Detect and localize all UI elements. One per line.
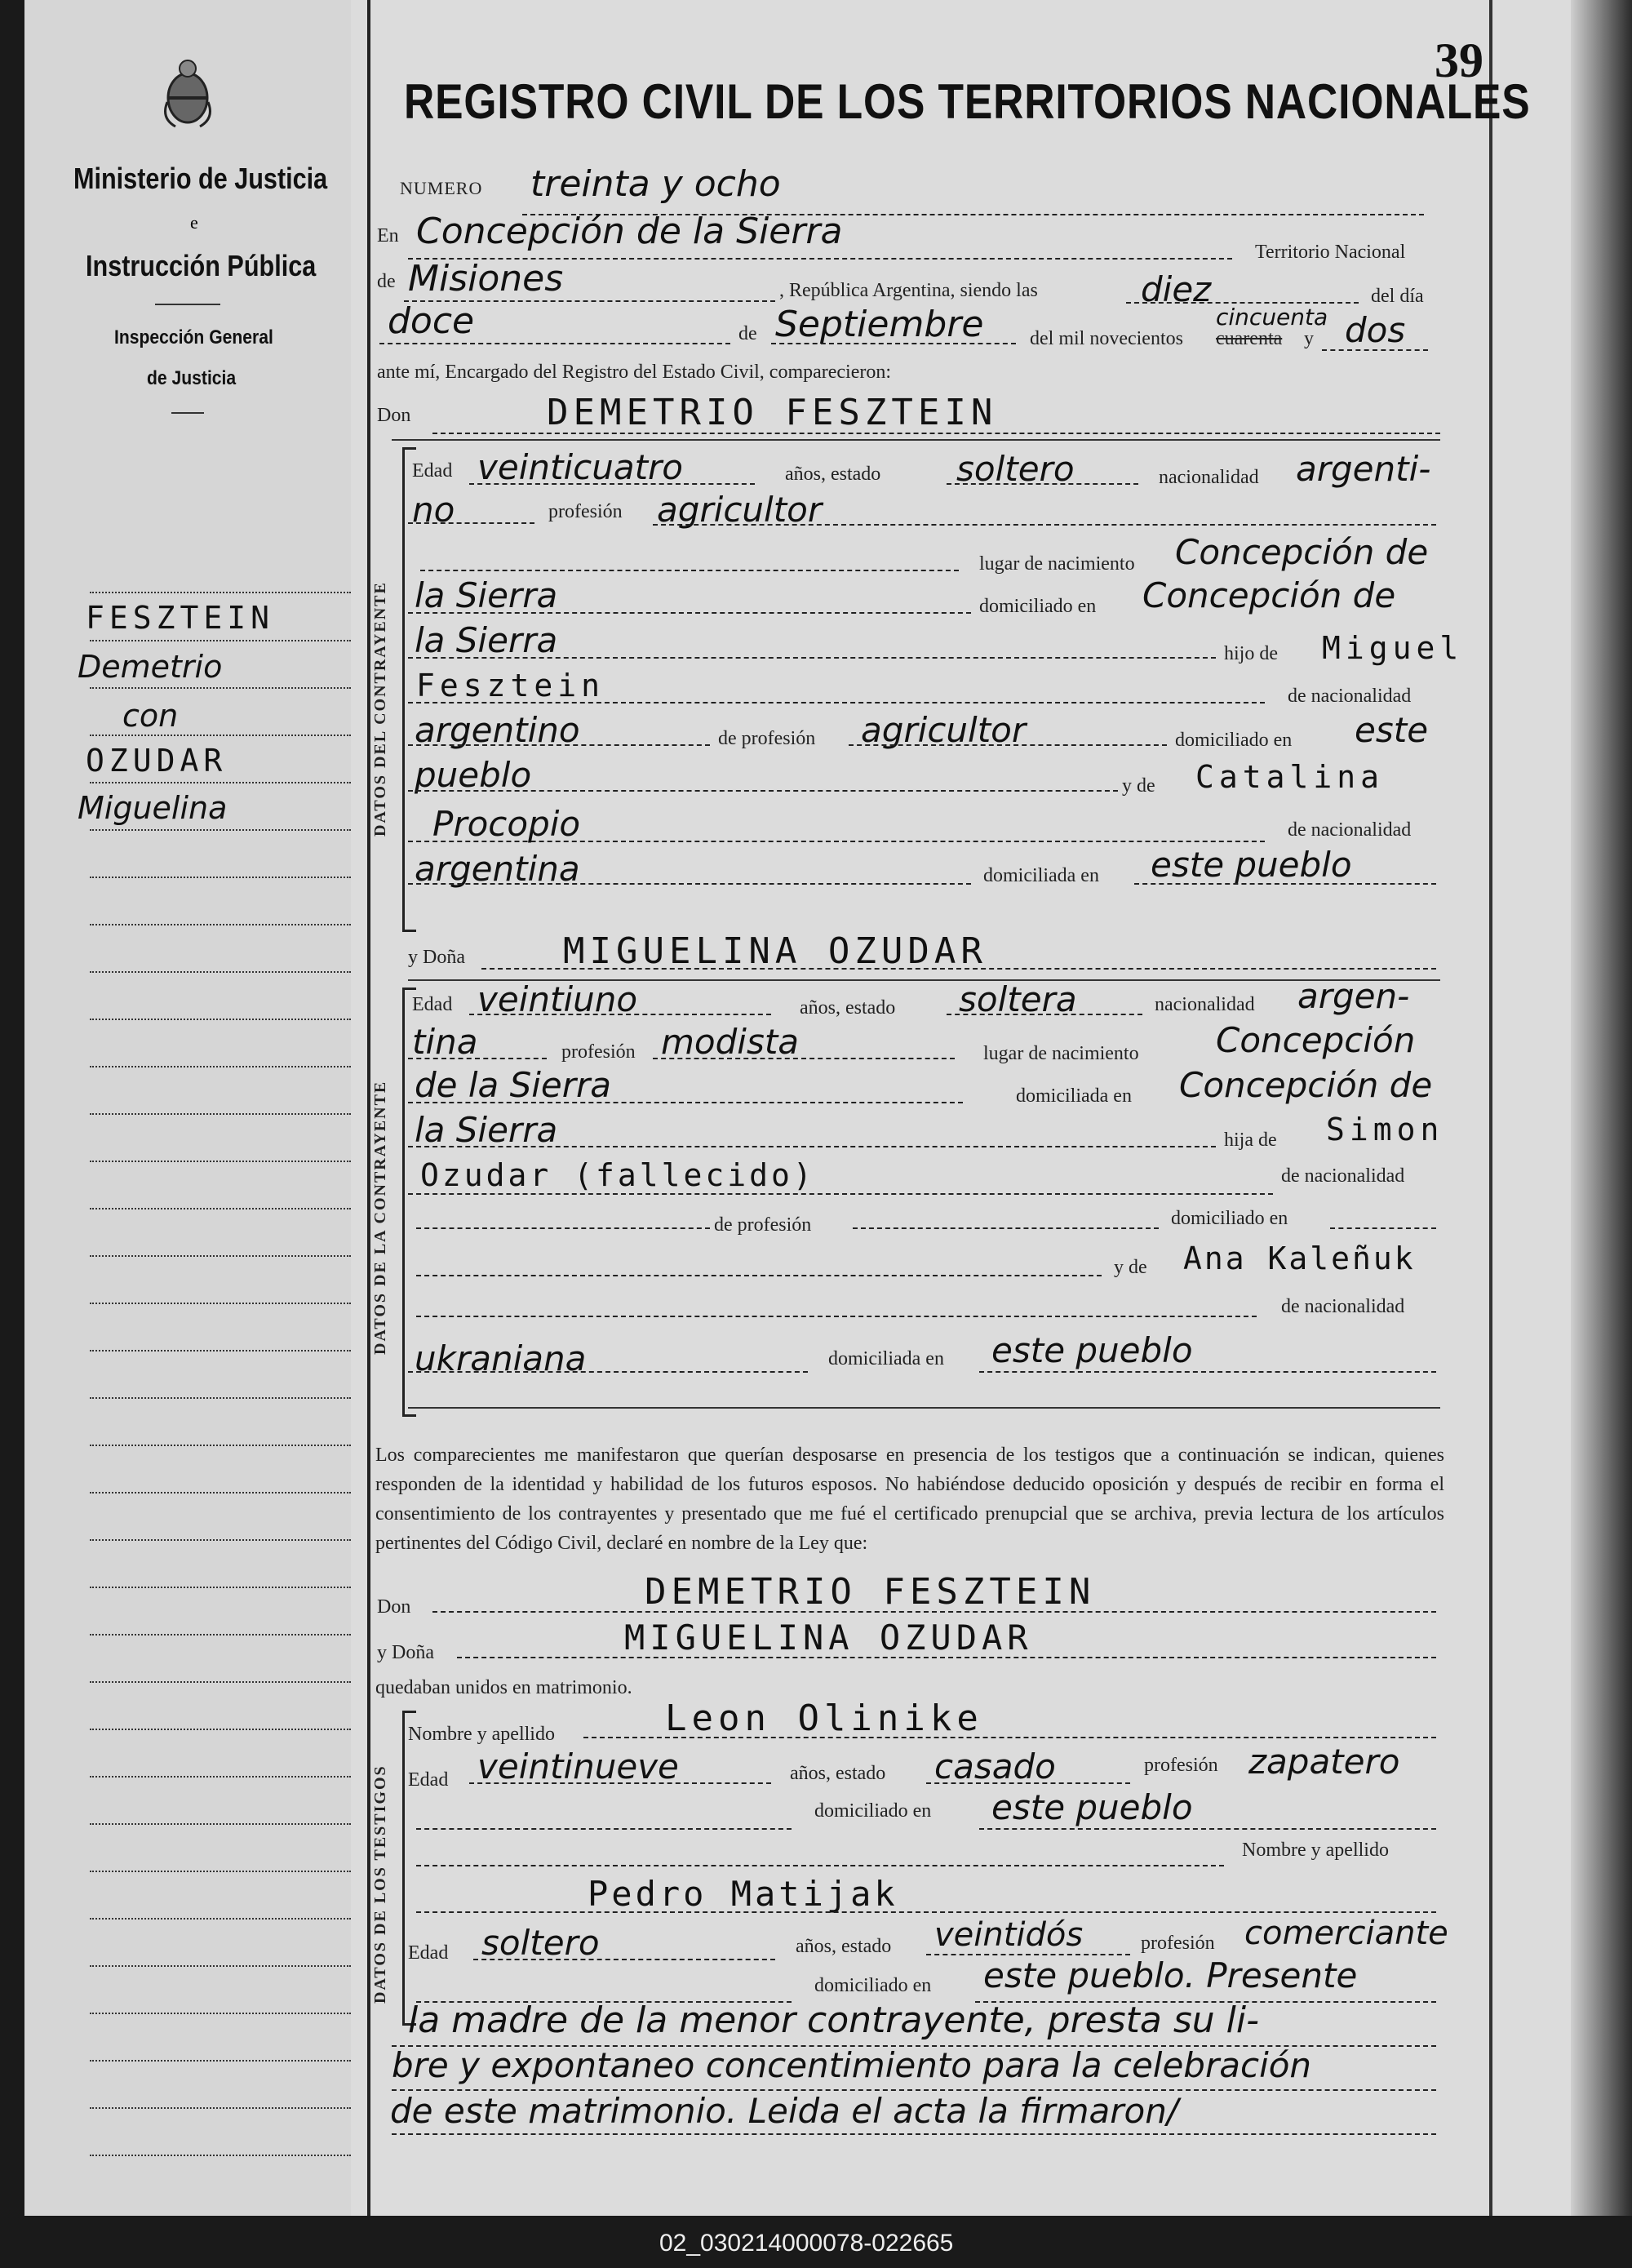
bride-de-nacionalidad-label-2: de nacionalidad	[1281, 1296, 1405, 1317]
hour-value: diez	[1141, 269, 1212, 309]
bride-father-a: Simon	[1326, 1112, 1444, 1147]
w1-nombre-label: Nombre y apellido	[408, 1724, 555, 1745]
ministry-conj: e	[190, 212, 198, 233]
bride-father-b: Ozudar (fallecido)	[420, 1157, 815, 1193]
groom-domicilio-a: Concepción de	[1142, 575, 1396, 615]
witness-section-label: DATOS DE LOS TESTIGOS	[371, 1764, 389, 2004]
groom-father-nat: argentino	[415, 710, 580, 750]
ante-mi-text: ante mí, Encargado del Registro del Estado Civil, comparecieron:	[377, 362, 892, 383]
bride-dona-label: y Doña	[408, 947, 465, 968]
bride-lugar-a: Concepción	[1216, 1020, 1416, 1060]
groom-de-profesion-label: de profesión	[718, 728, 816, 749]
groom-lugar-b: la Sierra	[415, 575, 558, 615]
bride-lugar-label: lugar de nacimiento	[983, 1043, 1139, 1064]
note-line-2: bre y expontaneo concentimiento para la celebración	[392, 2045, 1312, 2085]
mil-label: del mil novecientos	[1030, 328, 1183, 349]
bride-name: MIGUELINA OZUDAR	[563, 930, 987, 972]
margin-note-bride-name: Miguelina	[78, 790, 228, 826]
bride-domicilio-b: la Sierra	[415, 1110, 558, 1150]
groom-domiciliado-en-label: domiciliado en	[1175, 730, 1293, 751]
w1-estado: casado	[934, 1746, 1056, 1786]
w2-prof: comerciante	[1244, 1915, 1448, 1952]
groom-father-prof: agricultor	[861, 710, 1027, 750]
decl-don-label: Don	[377, 1596, 411, 1618]
groom-edad: veinticuatro	[477, 447, 683, 487]
divider	[171, 412, 204, 414]
decl-dona-label: y Doña	[377, 1642, 434, 1663]
bride-anos-label: años, estado	[800, 997, 896, 1019]
numero-label: NUMERO	[400, 178, 483, 198]
groom-anos-label: años, estado	[785, 464, 881, 485]
margin-note-name: Demetrio	[78, 649, 223, 685]
bride-nacionalidad-a: argen-	[1297, 976, 1410, 1016]
numero-value: treinta y ocho	[530, 163, 781, 205]
bride-section-label: DATOS DE LA CONTRAYENTE	[371, 1080, 389, 1355]
w1-profesion-label: profesión	[1144, 1755, 1218, 1776]
groom-de-nacionalidad-label-2: de nacionalidad	[1288, 819, 1412, 841]
decade-value: cincuenta	[1216, 304, 1328, 331]
groom-nacionalidad-label: nacionalidad	[1159, 467, 1259, 488]
groom-mother-a: Catalina	[1195, 759, 1385, 795]
w1-prof: zapatero	[1248, 1742, 1400, 1782]
w2-name: Pedro Matijak	[588, 1874, 898, 1914]
groom-profesion: agricultor	[657, 490, 823, 530]
w1-name: Leon Olinike	[665, 1698, 983, 1739]
footer-id: 02_030214000078-022665	[659, 2230, 954, 2257]
territorio-label: Territorio Nacional	[1255, 242, 1406, 263]
groom-father-dom-a: este	[1355, 710, 1429, 750]
bride-lugar-b: de la Sierra	[415, 1065, 612, 1105]
office-line1: Inspección General	[114, 326, 273, 348]
republica-label: , República Argentina, siendo las	[779, 280, 1038, 301]
groom-section-label: DATOS DEL CONTRAYENTE	[371, 581, 389, 837]
de-label: de	[377, 271, 396, 292]
w1-domiciliado-label: domiciliado en	[814, 1800, 932, 1822]
bride-estado: soltera	[959, 979, 1077, 1019]
decl-groom-name: DEMETRIO FESZTEIN	[645, 1571, 1096, 1613]
groom-lugar-a: Concepción de	[1175, 532, 1429, 572]
bride-mother-nat: ukraniana	[415, 1338, 587, 1378]
groom-domiciliado-label: domiciliado en	[979, 596, 1097, 617]
en-label: En	[377, 225, 399, 246]
note-line-3: de este matrimonio. Leida el acta la firmaron/	[390, 2091, 1179, 2131]
w2-dom: este pueblo. Presente	[983, 1955, 1358, 1995]
groom-nacionalidad-a: argenti-	[1296, 449, 1431, 489]
groom-domicilio-b: la Sierra	[415, 620, 558, 660]
bride-nacionalidad-label: nacionalidad	[1155, 994, 1255, 1015]
witness-bracket	[402, 1711, 416, 2026]
margin-note-con: con	[122, 698, 179, 734]
bride-domicilio-a: Concepción de	[1179, 1065, 1433, 1105]
w1-edad-label: Edad	[408, 1769, 449, 1791]
binding-edge	[1571, 0, 1632, 2216]
w2-estado: veintidós	[934, 1916, 1084, 1954]
column-separator	[367, 0, 370, 2216]
bride-profesion-label: profesión	[561, 1041, 636, 1063]
margin-note-surname: FESZTEIN	[86, 600, 275, 636]
groom-y-de-label: y de	[1122, 775, 1155, 797]
bride-hija-label: hija de	[1224, 1130, 1277, 1151]
groom-edad-label: Edad	[412, 460, 453, 482]
w1-edad: veintinueve	[477, 1746, 679, 1786]
day-value: doce	[388, 300, 475, 342]
bride-nacionalidad-b: tina	[412, 1022, 478, 1062]
w1-dom: este pueblo	[991, 1787, 1193, 1827]
groom-father-dom-b: pueblo	[415, 755, 532, 795]
place-value: Concepción de la Sierra	[416, 211, 843, 252]
groom-mother-dom: este pueblo	[1151, 845, 1352, 885]
bride-y-de-label: y de	[1114, 1257, 1147, 1278]
groom-mother-nat: argentina	[415, 849, 580, 889]
w2-domiciliado-label: domiciliado en	[814, 1975, 932, 1996]
groom-name: DEMETRIO FESZTEIN	[547, 392, 998, 433]
bride-domiciliado-en-label: domiciliado en	[1171, 1208, 1288, 1229]
page-edge	[1489, 0, 1492, 2216]
groom-estado: soltero	[956, 449, 1075, 489]
divider	[155, 304, 220, 305]
bride-mother-dom: este pueblo	[991, 1330, 1193, 1370]
don-label: Don	[377, 405, 411, 426]
del-dia-label: del día	[1371, 286, 1424, 307]
groom-profesion-label: profesión	[548, 501, 623, 522]
office-line2: de Justicia	[147, 367, 237, 389]
folio-number: 39	[1435, 33, 1483, 87]
note-line-1: la madre de la menor contrayente, presta su li-	[408, 1999, 1259, 2041]
ministry-line1: Ministerio de Justicia	[73, 162, 328, 195]
groom-hijo-label: hijo de	[1224, 643, 1278, 664]
bride-edad: veintiuno	[477, 979, 638, 1019]
united-text: quedaban unidos en matrimonio.	[375, 1677, 632, 1698]
groom-mother-b: Procopio	[432, 804, 581, 844]
bride-profesion: modista	[661, 1022, 800, 1062]
w2-edad-label: Edad	[408, 1942, 449, 1964]
bride-domiciliada-label: domiciliada en	[1016, 1085, 1132, 1107]
groom-lugar-label: lugar de nacimiento	[979, 553, 1135, 575]
territory-value: Misiones	[408, 258, 564, 300]
de-label-2: de	[738, 323, 757, 344]
bride-edad-label: Edad	[412, 994, 453, 1015]
month-value: Septiembre	[775, 304, 984, 345]
groom-de-nacionalidad-label: de nacionalidad	[1288, 686, 1412, 707]
bride-de-profesion-label: de profesión	[714, 1214, 812, 1236]
declaration-text: Los comparecientes me manifestaron que querían desposarse en presencia de los testigos que a continuación se indican, quienes responden de la identidad y habilidad de los futuros esposos. No habiéndose deducido oposición y después de recibir en forma el consentimiento de los contrayentes y presentado que me fué el certificado prenupcial que se archiva, previa lectura de los artículos pertinentes del Código Civil, declaré en nombre de la Ley que:	[375, 1445, 1444, 1554]
year-value: dos	[1345, 310, 1406, 350]
groom-nacionalidad-b: no	[412, 490, 455, 530]
w2-anos-estado-label: años, estado	[796, 1936, 892, 1957]
decl-bride-name: MIGUELINA OZUDAR	[624, 1618, 1033, 1658]
w2-profesion-label: profesión	[1141, 1933, 1215, 1954]
sidebar-margin	[24, 0, 351, 2216]
struck-word: cuarenta	[1216, 328, 1283, 349]
w2-nombre-label: Nombre y apellido	[1242, 1840, 1389, 1861]
ministry-line2: Instrucción Pública	[86, 249, 317, 282]
bride-domiciliada-en-label: domiciliada en	[828, 1348, 944, 1369]
page-title: REGISTRO CIVIL DE LOS TERRITORIOS NACIONALES	[404, 74, 1531, 129]
groom-father-b: Fesztein	[416, 668, 605, 703]
groom-domiciliada-label: domiciliada en	[983, 865, 1099, 886]
w1-anos-estado-label: años, estado	[790, 1763, 886, 1784]
w2-edad: soltero	[481, 1923, 600, 1963]
bride-mother: Ana Kaleñuk	[1183, 1241, 1416, 1276]
groom-father-a: Miguel	[1322, 630, 1464, 666]
coat-of-arms-icon	[159, 57, 216, 131]
bride-de-nacionalidad-label: de nacionalidad	[1281, 1165, 1405, 1187]
y-label: y	[1304, 328, 1314, 349]
margin-note-bride-surname: OZUDAR	[86, 743, 228, 779]
